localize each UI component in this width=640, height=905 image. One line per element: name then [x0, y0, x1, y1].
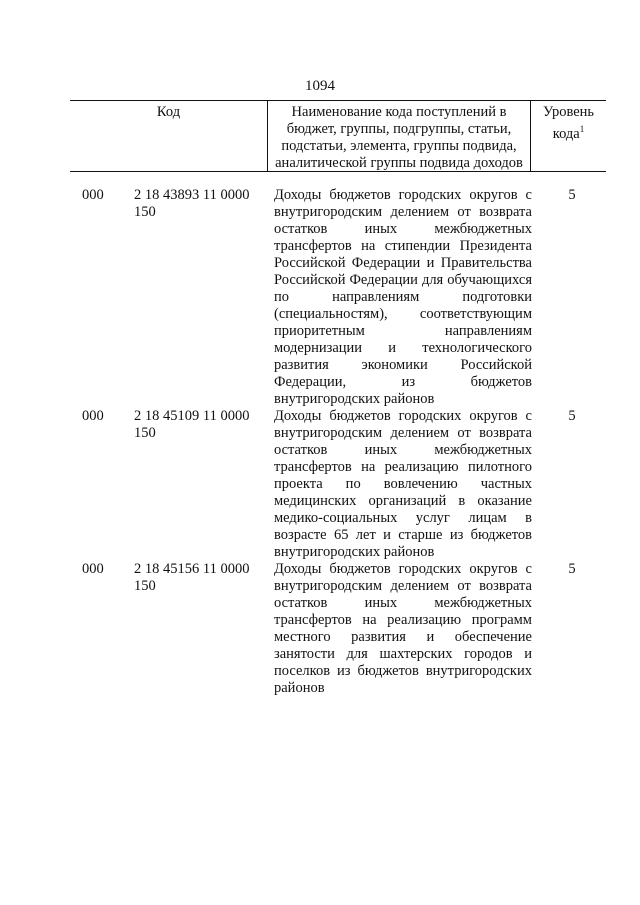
revenue-name: Доходы бюджетов городских округов с внутригородским делением от возврата остатков иных межбюджетных трансфертов на реализацию программ местного развития и обеспечение занятости для шахтерских городов и поселков из бюджетов внутригородских районов — [274, 561, 532, 696]
revenue-name: Доходы бюджетов городских округов с внутригородским делением от возврата остатков иных межбюджетных трансфертов на реализацию пилотного проекта по вовлечению частных медицинских организаций в оказание медико-социальных услуг лицам в возрасте 65 лет и старше из бюджетов внутригородских районов — [274, 408, 532, 560]
table-row — [0, 561, 640, 697]
admin-code: 000 — [82, 408, 104, 424]
footnote-marker: 1 — [579, 124, 585, 134]
revenue-code: 2 18 43893 11 0000 150 — [134, 187, 250, 220]
header-level — [531, 101, 606, 171]
table-row — [0, 187, 640, 408]
header-name: Наименование кода поступлений в бюджет, группы, подгруппы, статьи, подстатьи, элемента, группы подвида, аналитической группы подвида доходов — [268, 101, 531, 171]
table-body — [0, 187, 640, 697]
admin-code: 000 — [82, 561, 104, 577]
table-row — [0, 408, 640, 561]
header-code: Код — [70, 101, 268, 171]
admin-code: 000 — [82, 187, 104, 203]
page-number: 1094 — [305, 78, 335, 94]
revenue-code: 2 18 45156 11 0000 150 — [134, 561, 250, 594]
revenue-name: Доходы бюджетов городских округов с внутригородским делением от возврата остатков иных межбюджетных трансфертов на стипендии Президента Российской Федерации и Правительства Российской Федерации для обучающихся по направлениям подготовки (специальностям), соответствующим приоритетным направлениям модернизации и технологического развития экономики Российской Федерации, из бюджетов внутригородских районов — [274, 187, 532, 407]
code-level: 5 — [568, 408, 576, 424]
code-level: 5 — [568, 561, 576, 577]
revenue-code: 2 18 45109 11 0000 150 — [134, 408, 250, 441]
header-level-label: Уровень кода — [542, 104, 595, 142]
code-level: 5 — [568, 187, 576, 203]
table-header — [70, 100, 606, 172]
